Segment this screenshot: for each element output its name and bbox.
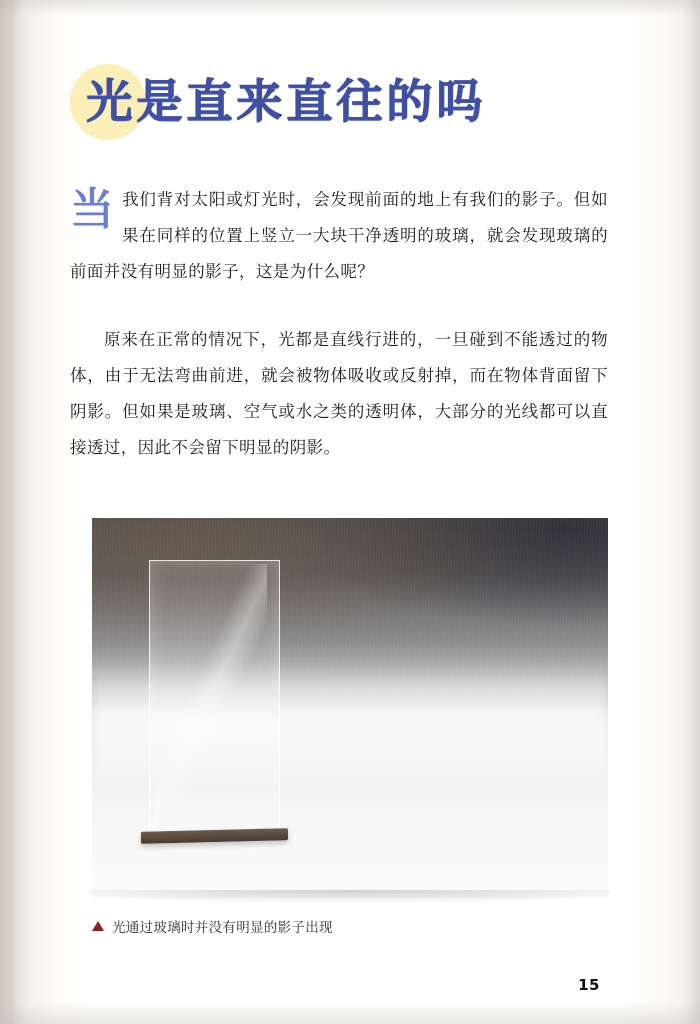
figure-caption: [92, 916, 612, 936]
page-title-block: [70, 62, 610, 148]
figure-caption-text: 光通过玻璃时并没有明显的影子出现: [112, 920, 333, 936]
figure-glass-shadow: [92, 518, 608, 898]
paragraph-1-text: 我们背对太阳或灯光时，会发现前面的地上有我们的影子。但如果在同样的位置上竖立一大块干净透明的玻璃，就会发现玻璃的前面并没有明显的影子，这是为什么呢？: [70, 190, 608, 281]
page-title: 光是直来直往的吗: [86, 74, 486, 128]
page-number: 15: [578, 976, 600, 994]
page-spine-shadow: [0, 0, 26, 1024]
paragraph-1: [70, 182, 608, 290]
page-content: [62, 0, 638, 1024]
drop-cap: 当: [70, 184, 114, 235]
figure-photo: [92, 518, 608, 898]
photo-glass-gleam: [154, 564, 268, 830]
triangle-marker-icon: [92, 921, 104, 931]
page-right-edge-shading: [682, 0, 700, 1024]
paragraph-2: 原来在正常的情况下，光都是直线行进的，一旦碰到不能透过的物体，由于无法弯曲前进，就会被物体吸收或反射掉，而在物体背面留下阴影。但如果是玻璃、空气或水之类的透明体，大部分的光线都可以直接透过，因此不会留下明显的阴影。: [70, 330, 608, 457]
